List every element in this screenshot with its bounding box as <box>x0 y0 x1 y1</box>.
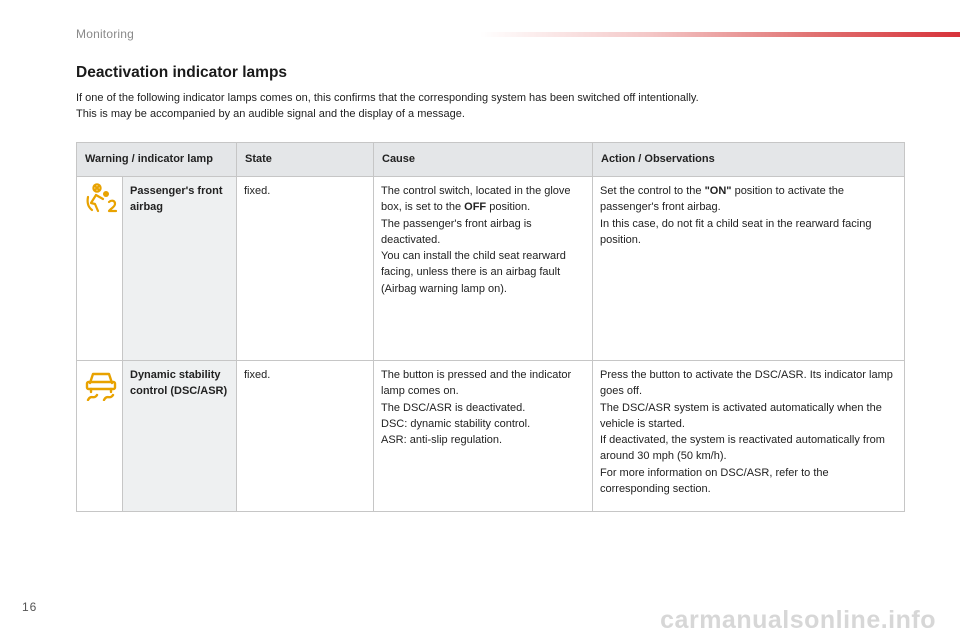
action-line: For more information on DSC/ASR, refer to the corresponding section. <box>600 466 829 496</box>
table-row <box>77 361 905 512</box>
action-bold: "ON" <box>704 185 732 197</box>
intro-line-1: If one of the following indicator lamps comes on, this confirms that the corresponding system has been switched off intentionally. <box>76 92 699 104</box>
cause-bold: OFF <box>464 201 487 214</box>
lamp-action <box>593 177 905 361</box>
cause-line: ASR: anti-slip regulation. <box>381 434 503 447</box>
cause-text: The control switch, located in the glove box, is set to the <box>381 185 571 214</box>
header-accent-bar <box>480 32 960 37</box>
section-label: Monitoring <box>76 27 135 41</box>
action-line: Press the button to activate the DSC/ASR. Its indicator lamp goes off. <box>600 369 893 398</box>
lamp-icon-cell <box>77 361 123 512</box>
cause-line: The passenger's front airbag is deactivated. <box>381 217 532 246</box>
airbag-off-icon <box>84 183 115 213</box>
column-header-action: Action / Observations <box>593 143 905 177</box>
intro-line-2: This is may be accompanied by an audible signal and the display of a message. <box>76 108 465 120</box>
table-row <box>77 177 905 361</box>
lamp-name: Dynamic stability control (DSC/ASR) <box>123 361 237 512</box>
action-line: The DSC/ASR system is activated automatically when the vehicle is started. <box>600 401 882 430</box>
action-line <box>600 183 897 216</box>
action-line: In this case, do not fit a child seat in the rearward facing position. <box>600 217 872 246</box>
page-title: Deactivation indicator lamps <box>76 64 288 81</box>
cause-line <box>381 183 585 216</box>
cause-line: The button is pressed and the indicator lamp comes on. <box>381 369 572 398</box>
lamp-name: Passenger's front airbag <box>123 177 237 361</box>
dsc-asr-off-icon <box>84 367 115 401</box>
action-text: position to activate the passenger's front airbag. <box>600 185 845 214</box>
cause-text: position. <box>486 201 531 214</box>
lamp-cause <box>374 361 593 512</box>
intro-text <box>76 90 896 122</box>
column-header-lamp: Warning / indicator lamp <box>77 143 237 177</box>
lamp-state: fixed. <box>237 177 374 361</box>
lamp-action <box>593 361 905 512</box>
action-text: Set the control to the <box>600 185 705 197</box>
indicator-lamps-table <box>76 142 905 512</box>
column-header-state: State <box>237 143 374 177</box>
lamp-cause <box>374 177 593 361</box>
watermark: carmanualsonline.info <box>660 606 936 634</box>
cause-line: DSC: dynamic stability control. <box>381 417 531 430</box>
page-number: 16 <box>22 600 38 614</box>
table-header-row <box>77 143 905 177</box>
cause-line: The DSC/ASR is deactivated. <box>381 401 526 414</box>
lamp-state: fixed. <box>237 361 374 512</box>
lamp-icon-cell <box>77 177 123 361</box>
column-header-cause: Cause <box>374 143 593 177</box>
cause-line: You can install the child seat rearward facing, unless there is an airbag fault (Airbag warning lamp on). <box>381 250 566 295</box>
action-line: If deactivated, the system is reactivated automatically from around 30 mph (50 km/h). <box>600 434 885 463</box>
